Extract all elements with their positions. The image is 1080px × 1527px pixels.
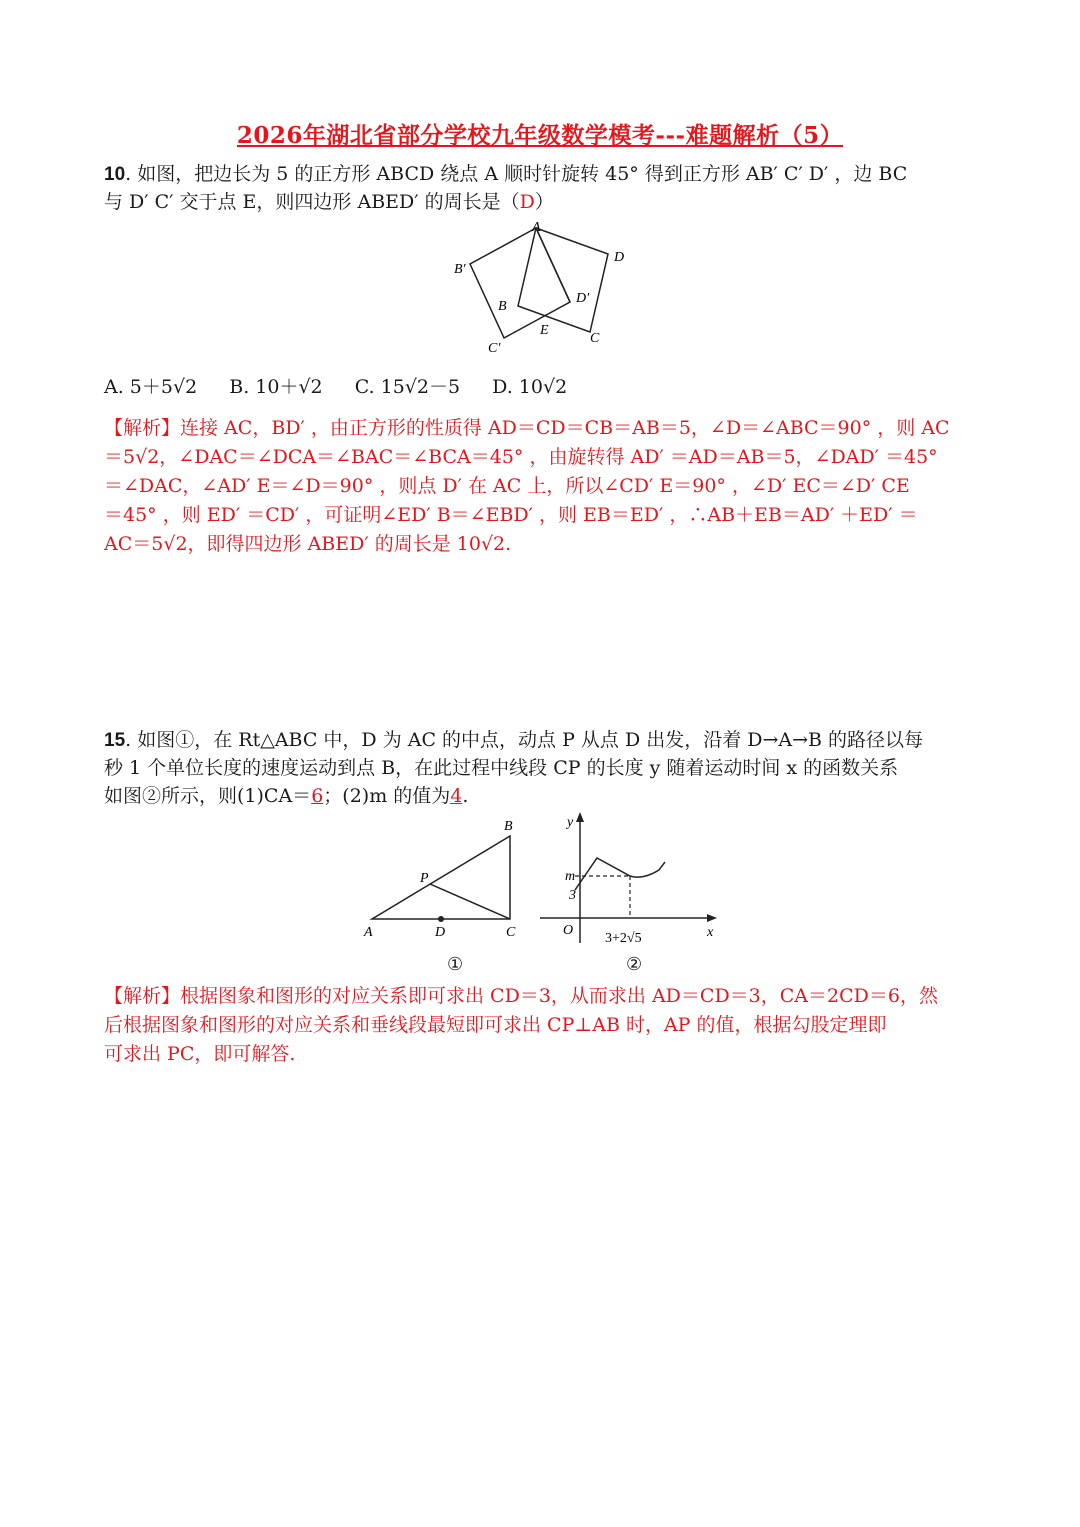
- q10-stem-close: ）: [534, 191, 554, 213]
- q10-option-b: B. 10＋√2: [229, 376, 323, 398]
- q15-analysis-text: 根据图象和图形的对应关系即可求出 CD＝3，从而求出 AD＝CD＝3，CA＝2CD＝6，然: [180, 985, 938, 1007]
- q10-analysis: [104, 414, 978, 559]
- q15-fig2-label-O: O: [563, 923, 574, 938]
- q15-analysis-line: 后根据图象和图形的对应关系和垂线段最短即可求出 CP⊥AB 时，AP 的值，根据勾股定理即: [104, 1014, 887, 1036]
- q15-number: 15: [104, 730, 126, 751]
- q15-caption-1: ①: [447, 954, 464, 975]
- q10-label-Bp: B′: [454, 262, 466, 277]
- q15-fig2-label-3: 3: [569, 888, 576, 903]
- q10-analysis-line: AC＝5√2，即得四边形 ABED′ 的周长是 10√2.: [104, 533, 512, 555]
- q15-fig2-label-m: m: [565, 869, 576, 884]
- q15-fig2-label-y: y: [567, 815, 574, 830]
- q10-analysis-line: ＝5√2，∠DAC＝∠DCA＝∠BAC＝∠BCA＝45° ，由旋转得 AD′ ＝AD＝AB＝5，∠DAD′ ＝45°: [104, 446, 938, 468]
- q10-figure: [440, 218, 640, 358]
- q10-stem-line2: [104, 188, 978, 216]
- q15-caption-2: ②: [626, 954, 643, 975]
- q10-analysis-line: ＝45° ，则 ED′ ＝CD′ ，可证明∠ED′ B＝∠EBD′ ，则 EB＝ED′ ，∴AB＋EB＝AD′ ＋ED′ ＝: [104, 504, 918, 526]
- q10-option-c: C. 15√2－5: [354, 376, 461, 398]
- q10-label-D: D: [614, 250, 625, 265]
- q15-stem-line3: [104, 782, 978, 810]
- q10-label-Dp: D′: [576, 291, 590, 306]
- q10-stem-text1: . 如图，把边长为 5 的正方形 ABCD 绕点 A 顺时针旋转 45° 得到正方形 AB′ C′ D′ ，边 BC: [125, 163, 908, 185]
- q15-analysis-line: [104, 982, 978, 1011]
- q15-figure-1: [360, 814, 530, 944]
- q15-fig1-label-C: C: [506, 925, 516, 940]
- q15-stem-line2: 秒 1 个单位长度的速度运动到点 B，在此过程中线段 CP 的长度 y 随着运动时间 x 的函数关系: [104, 757, 899, 779]
- q15-fig1-label-A: A: [364, 925, 373, 940]
- q15-fig2-label-xval: 3+2√5: [605, 931, 642, 946]
- q15-answer1: 6: [311, 785, 324, 807]
- q10-label-C: C: [590, 331, 600, 346]
- q15-stem-text3c: .: [462, 785, 469, 807]
- q10-analysis-line: [104, 414, 978, 443]
- q10-options: [104, 373, 978, 401]
- q10-analysis-tag: 【解析】: [104, 417, 181, 439]
- q10-option-d: D. 10√2: [492, 376, 568, 398]
- q15-figure-2: [535, 808, 725, 948]
- q15-fig1-label-D: D: [435, 925, 446, 940]
- q15-stem-text1: . 如图①，在 Rt△ABC 中，D 为 AC 的中点，动点 P 从点 D 出发，沿着 D→A→B 的路径以每: [125, 729, 924, 751]
- q10-label-A: A: [532, 220, 541, 235]
- q10-stem-line1: [104, 160, 978, 189]
- q15-stem-line1: [104, 726, 978, 755]
- q15-fig2-label-x: x: [707, 925, 714, 940]
- q10-label-E: E: [540, 323, 549, 338]
- q15-stem-text3a: 如图②所示，则(1)CA＝: [104, 785, 312, 807]
- q10-option-a: A. 5＋5√2: [104, 376, 198, 398]
- q15-fig1-label-B: B: [504, 819, 513, 834]
- q10-answer: D: [519, 191, 535, 213]
- q10-number: 10: [104, 164, 126, 185]
- q15-answer2: 4: [450, 785, 463, 807]
- q10-label-Cp: C′: [488, 341, 501, 356]
- q15-analysis-line: 可求出 PC，即可解答.: [104, 1043, 296, 1065]
- q15-analysis-tag: 【解析】: [104, 985, 181, 1007]
- q10-stem-text2: 与 D′ C′ 交于点 E，则四边形 ABED′ 的周长是（: [104, 191, 520, 213]
- q10-label-B: B: [498, 299, 507, 314]
- page-title: 2026年湖北省部分学校九年级数学模考---难题解析（5）: [236, 122, 844, 149]
- q15-analysis: [104, 982, 978, 1069]
- q15-stem-text3b: ；(2)m 的值为: [323, 785, 451, 807]
- q10-analysis-text: 连接 AC，BD′ ，由正方形的性质得 AD＝CD＝CB＝AB＝5，∠D＝∠ABC＝90° ，则 AC: [180, 417, 950, 439]
- q10-analysis-line: ＝∠DAC，∠AD′ E＝∠D＝90° ，则点 D′ 在 AC 上，所以∠CD′ E＝90° ，∠D′ EC＝∠D′ CE: [104, 475, 910, 497]
- q15-fig1-label-P: P: [420, 871, 429, 886]
